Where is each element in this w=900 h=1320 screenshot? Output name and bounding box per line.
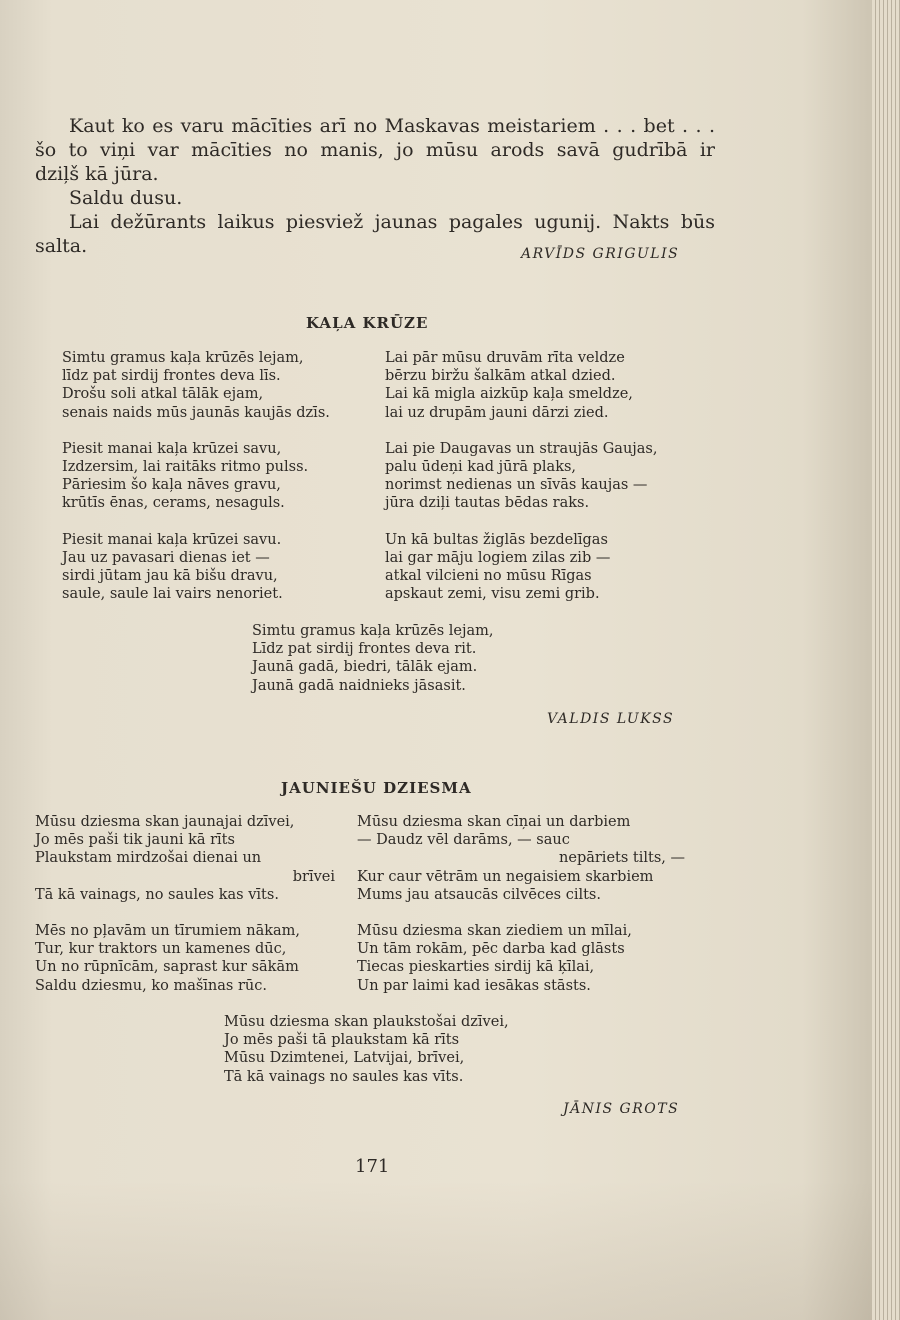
poem2-final-stanza [224, 1013, 509, 1086]
verse-line: Jau uz pavasari dienas iet — [62, 549, 270, 566]
prose-line: Kaut ko es varu mācīties arī no Maskavas meistariem . . . bet . . . [69, 115, 715, 137]
verse-line: saule, saule lai vairs nenoriet. [62, 586, 283, 603]
verse-line: Un kā bultas žiglās bezdelīgas [385, 531, 608, 548]
verse-line: Lai pie Daugavas un straujās Gaujas, [385, 440, 658, 457]
author-signature: VALDIS LUKSS [547, 711, 675, 727]
verse-line: senais naids mūs jaunās kaujās dzīs. [62, 404, 330, 421]
verse-line: līdz pat sirdij frontes deva līs. [62, 368, 281, 385]
verse-line: sirdi jūtam jau kā bišu dravu, [62, 568, 278, 585]
verse-line: Lai kā migla aizkūp kaļa smeldze, [385, 386, 633, 403]
verse-line: Pāriesim šo kaļa nāves gravu, [62, 477, 281, 494]
prose-line: šo to viņi var mācīties no manis, jo mūsu arods savā gudrībā ir [35, 139, 715, 161]
verse-line: Tā kā vainags no saules kas vīts. [224, 1068, 464, 1085]
verse-line: norimst nedienas un sīvās kaujas — [385, 477, 648, 494]
verse-line: palu ūdeņi kad jūrā plaks, [385, 459, 577, 476]
verse-line: Mūsu dziesma skan jaunajai dzīvei, [35, 814, 295, 830]
prose-line: Saldu dusu. [69, 187, 183, 209]
verse-line: Simtu gramus kaļa krūzēs lejam, [252, 623, 494, 639]
verse-line: Lai pār mūsu druvām rīta veldze [385, 350, 625, 366]
prose-line: Lai dežūrants laikus piesviež jaunas pagales ugunij. Nakts būs [69, 211, 715, 233]
verse-line: Simtu gramus kaļa krūzēs lejam, [62, 350, 304, 366]
author-signature: JĀNIS GROTS [563, 1101, 680, 1117]
verse-line: Jo mēs paši tā plaukstam kā rīts [224, 1032, 460, 1049]
verse-line: Mēs no pļavām un tīrumiem nākam, [35, 923, 301, 940]
verse-line: Un par laimi kad iesākas stāsts. [357, 977, 591, 994]
verse-line: Jo mēs paši tik jauni kā rīts [35, 832, 235, 849]
poem-title: JAUNIEŠU DZIESMA [281, 779, 472, 797]
verse-line: Līdz pat sirdij frontes deva rit. [252, 641, 477, 658]
verse-line: Plaukstam mirdzošai dienai un [35, 850, 262, 867]
verse-line: Jaunā gadā naidnieks jāsasit. [252, 677, 466, 694]
verse-line: Un tām rokām, pēc darba kad glāsts [357, 941, 625, 958]
page-shadow [0, 1180, 872, 1320]
intro-prose [35, 114, 715, 258]
verse-line: Kur caur vētrām un negaisiem skarbiem [357, 868, 654, 885]
verse-line: Mūsu dziesma skan cīņai un darbiem [357, 814, 631, 830]
verse-line: apskaut zemi, visu zemi grib. [385, 586, 600, 603]
poem-title: KAĻA KRŪZE [306, 314, 429, 332]
verse-line: Tur, kur traktors un kamenes dūc, [35, 941, 287, 958]
verse-line: — Daudz vēl darāms, — sauc [357, 832, 570, 849]
verse-line: bērzu biržu šalkām atkal dzied. [385, 368, 616, 385]
verse-line: Drošu soli atkal tālāk ejam, [62, 386, 264, 403]
verse-line: Izdzersim, lai raitāks ritmo pulss. [62, 459, 309, 476]
verse-line: Un no rūpnīcām, saprast kur sākām [35, 959, 299, 976]
verse-line: Tiecas pieskarties sirdij kā ķīlai, [357, 959, 595, 976]
verse-line: Saldu dziesmu, ko mašīnas rūc. [35, 977, 267, 994]
verse-line: Mūsu Dzimtenei, Latvijai, brīvei, [224, 1050, 465, 1067]
author-signature: ARVĪDS GRIGULIS [521, 246, 680, 262]
verse-line: nepāriets tilts, — [559, 850, 685, 867]
verse-line: Tā kā vainags, no saules kas vīts. [35, 886, 279, 903]
verse-line: Mūsu dziesma skan plaukstošai dzīvei, [224, 1014, 509, 1030]
verse-line: lai gar māju logiem zilas zib — [385, 549, 611, 566]
poem2-right-column [357, 813, 685, 995]
poem1-final-stanza [252, 622, 493, 695]
page-stack-edge [872, 0, 900, 1320]
verse-line: Piesit manai kaļa krūzei savu, [62, 440, 282, 457]
verse-line: Piesit manai kaļa krūzei savu. [62, 531, 282, 548]
page-number: 171 [355, 1156, 390, 1177]
verse-line: Mūsu dziesma skan ziediem un mīlai, [357, 923, 632, 940]
poem2-left-column [35, 813, 335, 995]
verse-line: lai uz drupām jauni dārzi zied. [385, 404, 609, 421]
verse-line: Jaunā gadā, biedri, tālāk ejam. [252, 659, 478, 676]
poem1-left-column [62, 349, 330, 603]
verse-line: jūra dziļi tautas bēdas raks. [385, 495, 590, 512]
verse-line: brīvei [292, 868, 335, 885]
poem1-right-column [385, 349, 657, 603]
verse-line: atkal vilcieni no mūsu Rīgas [385, 568, 592, 585]
verse-line: krūtīs ēnas, cerams, nesaguls. [62, 495, 285, 512]
verse-line: Mums jau atsaucās cilvēces cilts. [357, 886, 601, 903]
prose-line: dziļš kā jūra. [35, 163, 159, 185]
prose-line: salta. [35, 235, 88, 257]
